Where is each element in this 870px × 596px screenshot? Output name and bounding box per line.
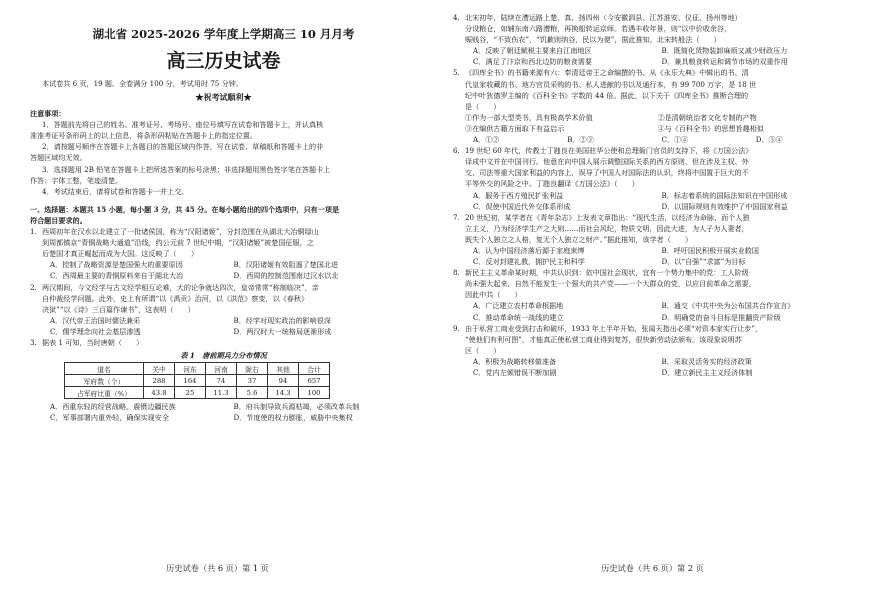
question-1-cont: 后楚国才真正崛起而成为大国。这反映了（ ） <box>42 249 199 259</box>
option-d: D．以“自强”“求富”为目标 <box>661 257 746 267</box>
question-6-cont: 译成中文并在中国刊行。他意在向中国人展示调整国际关系的西方原则，但在涉及主权、外 <box>465 157 749 167</box>
question-8-cont: 尚未强大起来，自然不能发生一个强大的共产党——一个大群众的党，以应目前革命之需要， <box>465 279 756 289</box>
table-header-cell: 其他 <box>268 363 299 375</box>
option-a: A．控制了战略资源是楚国强大的重要原因 <box>50 260 183 270</box>
option-b: B．②③ <box>567 135 594 145</box>
question-2-cont: 自仲裁经学问题。此外，史上有所谓“以《禹贡》治河，以《洪范》察变，以《春秋》 <box>42 293 309 303</box>
table-cell: 288 <box>144 375 175 387</box>
option-b: B．汉阳诸姬有效阻遏了楚国北进 <box>233 260 339 270</box>
option-d: D．③④ <box>755 135 783 145</box>
table-cell: 军府数（个） <box>65 375 144 387</box>
option-a: A．积极为战略转移做准备 <box>473 356 557 366</box>
item-1: ①作为一部大型类书，具有极高学术价值 <box>465 112 593 122</box>
option-c: C．①④ <box>661 135 689 145</box>
table-caption: 表 1 唐前期兵力分布情况 <box>180 351 267 361</box>
option-c: C．西周最主要的青铜原料来自于湖北大冶 <box>50 271 184 281</box>
option-a: A．西重东轻的经营战略，震慑边疆民族 <box>50 402 176 412</box>
table-cell: 14.3 <box>268 387 299 399</box>
option-d: D．建立新民主主义经济体制 <box>661 368 753 377</box>
page-title: 高三历史试卷 <box>166 50 281 72</box>
option-a: A．广泛建立农村革命根据地 <box>473 301 564 311</box>
table-header-cell: 关中 <box>144 363 175 375</box>
option-b: B．呼吁国民积极开展实业救国 <box>661 245 759 255</box>
question-9-cont: “使他们有利可图”，才能真正使私营工商业得到复苏，很快新劳动法颁布。该现象说明苏 <box>465 334 742 344</box>
question-6-options <box>453 190 850 201</box>
question-5-options <box>453 134 850 145</box>
note-line: 1．答题前先将自己的姓名、准考证号、考场号、座位号填写在试卷和答题卡上，并认真核 <box>42 120 324 130</box>
option-b: B．通交《中共中央为公布国共合作宣言》 <box>661 301 795 311</box>
troop-distribution-table <box>64 362 330 399</box>
table-cell: 占军府比重（%） <box>65 387 144 399</box>
note-line: 答题区域均无效。 <box>30 153 87 163</box>
table-row <box>65 375 330 387</box>
question-5-items <box>453 123 850 134</box>
option-d: D．明确党的奋斗目标是推翻资产阶级 <box>661 312 781 322</box>
option-a: A．汉代帝王治国时儒法兼采 <box>50 315 141 325</box>
good-luck-line: ★祝考试顺利★ <box>195 92 252 103</box>
table-cell: 5.6 <box>237 387 268 399</box>
option-b: B．采取灵活务实的经济政策 <box>661 356 752 366</box>
table-header-row <box>65 363 330 375</box>
notes-heading: 注意事项： <box>30 109 66 119</box>
option-c: C．军事部署内重外轻，确保实现安全 <box>50 413 169 423</box>
option-c: C．反对封建礼教，拥护民主和科学 <box>473 257 585 267</box>
question-4-cont: 分设粮仓，如辅东南六路漕粮，再换船转运京师。若遇丰收年景，则“以中价收余谷， <box>465 24 732 34</box>
question-8: 8. 新民主主义革命某时期，中共认识到：依中国社会现状，宜有一个势力集中的党：工人阶级 <box>453 268 749 278</box>
question-1-cont: 到周都镇京“青铜战略大通道”沿线，约公元前 7 世纪中期，“汉阳诸姬”被楚国征服，之 <box>42 238 314 248</box>
section-heading-cont: 符合题目要求的。 <box>30 215 87 225</box>
question-5-items <box>453 112 850 123</box>
table-header-cell: 合计 <box>299 363 330 375</box>
table-header-cell: 道名 <box>65 363 144 375</box>
option-d: D．节度使的权力膨胀，威胁中央集权 <box>233 413 353 423</box>
question-9-cont: 区（ ） <box>465 345 501 355</box>
question-7: 7. 20 世纪初，某学者在《青年杂志》上发表文章指出：“现代生活，以经济为命脉，而个人独 <box>453 212 750 222</box>
question-2: 2. 两汉期间，今文经学与古文经学相互论难，大的论争就达四次，皇帝常常“称制临决”，亲 <box>30 282 319 292</box>
question-7-cont: 立主义，乃为经济学生产之大则……而社会风纪，物质文明，因此大进，为人子为人妻者， <box>465 223 749 233</box>
page-footer: 历史试卷（共 6 页）第 2 页 <box>601 563 704 573</box>
option-c: C．儒学理念向社会基层渗透 <box>50 326 141 336</box>
table-header-cell: 河东 <box>175 363 206 375</box>
table-cell: 657 <box>299 375 330 387</box>
option-d: D．西周的控制范围南过汉水以北 <box>233 271 339 281</box>
page-footer: 历史试卷（共 6 页）第 1 页 <box>166 563 269 573</box>
note-line: 作答；字体工整，笔迹清楚。 <box>30 175 123 185</box>
option-a: A．服务于西方殖民扩张利益 <box>473 190 564 200</box>
exam-page-2 <box>435 0 870 596</box>
question-6: 6. 19 世纪 60 年代，传教士丁韪良在美国驻华公使和总理衙门官员的支持下，将《万国公法》 <box>453 146 753 156</box>
question-3: 3. 据表 1 可知，当时唐朝（ ） <box>30 337 144 347</box>
option-b: B．经学对现实政治的影响很深 <box>233 315 331 325</box>
question-4: 4. 北宋初年，陆续在漕运路上楚、真、扬四州（今安徽泗县、江苏淮安、仪征、扬州等地） <box>453 13 742 22</box>
question-3-options <box>30 412 417 423</box>
question-4-options <box>453 56 850 67</box>
option-c: C．促使中国近代外交体系形成 <box>473 201 571 211</box>
question-4-options <box>453 45 850 56</box>
question-7-cont: 既失个人独立之人格，复无个人独立之财产。”据此推知，该学者（ ） <box>465 234 693 244</box>
table-cell: 74 <box>206 375 237 387</box>
question-5-cont: 纪中叶狄德罗主编的《百科全书》字数的 44 倍。据此，以下关于《四库全书》推断合理的 <box>465 90 749 100</box>
question-8-options <box>453 312 850 323</box>
question-8-options <box>453 300 850 311</box>
question-1-options <box>30 270 417 281</box>
option-c: C．满足了汴京和西北边防的粮食需要 <box>473 57 592 67</box>
item-3: ③在编供古籍方面取下有益启示 <box>465 123 565 133</box>
question-4-cont: 赈贱谷，“不致伤农”，“饥歉则纳谷，民以为便”，据此推知，北宋转般法（ ） <box>465 35 721 45</box>
option-b: B．标志着系统的国际法知识在中国形成 <box>661 190 788 200</box>
option-d: D．以国际规则有效维护了中国国家利益 <box>661 201 788 211</box>
table-cell: 100 <box>299 387 330 399</box>
question-7-options <box>453 245 850 256</box>
table-cell: 94 <box>268 375 299 387</box>
table-cell: 164 <box>175 375 206 387</box>
option-c: C．党内左倾错误不断加剧 <box>473 368 557 377</box>
option-c: C．推动革命统一战线的建立 <box>473 312 564 322</box>
question-1-options <box>30 259 417 270</box>
question-8-cont: 因此中共（ ） <box>465 290 522 300</box>
item-4: ④与《百科全书》的思想旨趣相似 <box>657 123 764 133</box>
question-5-cont: 是（ ） <box>465 101 501 111</box>
question-2-options <box>30 326 417 337</box>
question-6-cont: 交、司法等重大国家利益的内容上，误导了中国人对国际法的认识，终将中国置于巨大的不 <box>465 168 749 178</box>
question-5: 5. 《四库全书》的书籍来源有六：奉清廷帝王之命编撰的书、从《永乐大典》中辑出的书、清 <box>453 68 749 78</box>
question-3-options <box>30 401 417 412</box>
note-line: 4．考试结束后，请将试卷和答题卡一并上交。 <box>42 186 189 196</box>
question-7-options <box>453 256 850 267</box>
option-a: A．反映了朝廷赋税主要来自江南地区 <box>473 46 592 56</box>
table-cell: 37 <box>237 375 268 387</box>
option-b: B．既简化货物装卸麻烦又减少财政压力 <box>661 46 788 56</box>
question-2-cont: 决狱”“以《诗》三百篇作谏书”，这表明（ ） <box>42 304 195 314</box>
table-row <box>65 387 330 399</box>
option-d: D．两汉时大一统格局逐渐形成 <box>233 326 332 336</box>
table-cell: 43.8 <box>144 387 175 399</box>
question-2-options <box>30 315 417 326</box>
question-9-options <box>453 356 850 367</box>
option-b: B．府兵制导致兵源枯竭，必须改革兵制 <box>233 402 360 412</box>
note-line: 2．请按题号顺序在答题卡上各题目的答题区域内作答，写在试卷、草稿纸和答题卡上的非 <box>42 142 324 152</box>
option-a: A．①② <box>473 135 500 145</box>
item-2: ②是清朝统治者文化专制的产物 <box>657 112 757 122</box>
option-d: D．兼具粮食转运和调节市场的双重作用 <box>661 57 788 67</box>
table-header-cell: 河南 <box>206 363 237 375</box>
question-1: 1. 西周初年在汉水以北建立了一批诸侯国，称为“汉阳诸姬”，分封范围在从湖北大冶铜绿山 <box>30 227 319 237</box>
question-6-options <box>453 201 850 212</box>
question-6-cont: 平等外交的风险之中。丁韪良翻译《万国公法》（ ） <box>465 179 639 189</box>
note-line: 准准考证号条形码上的以上信息，将条形码粘贴在答题卡上的指定位置。 <box>30 131 257 141</box>
table-cell: 11.3 <box>206 387 237 399</box>
exam-intro: 本试卷共 6 页，19 题。全卷满分 100 分，考试用时 75 分钟。 <box>42 79 243 88</box>
option-a: A．认为中国经济落后源于家庭束缚 <box>473 245 585 255</box>
question-9: 9. 由于私营工商业受到打击和破坏，1933 年上半年开始，张闻天指出必须“对资本家实行让步”， <box>453 323 763 333</box>
question-5-cont: 代皇家收藏的书、地方官员采购的书、私人进献的书以及通行本，有 99 700 万字，是 18 世 <box>465 79 757 89</box>
question-9-options <box>453 367 850 378</box>
section-heading: 一、选择题：本题共 15 小题，每小题 3 分，共 45 分。在每小题给出的四个选项中，只有一项是 <box>30 204 340 214</box>
table-header-cell: 陇右 <box>237 363 268 375</box>
table-cell: 25 <box>175 387 206 399</box>
note-line: 3．选择题用 2B 铅笔在答题卡上把所选答案的标号涂黑；非选择题用黑色签字笔在答题卡上 <box>42 164 331 174</box>
exam-title: 湖北省 2025-2026 学年度上学期高三 10 月月考 <box>92 27 355 41</box>
